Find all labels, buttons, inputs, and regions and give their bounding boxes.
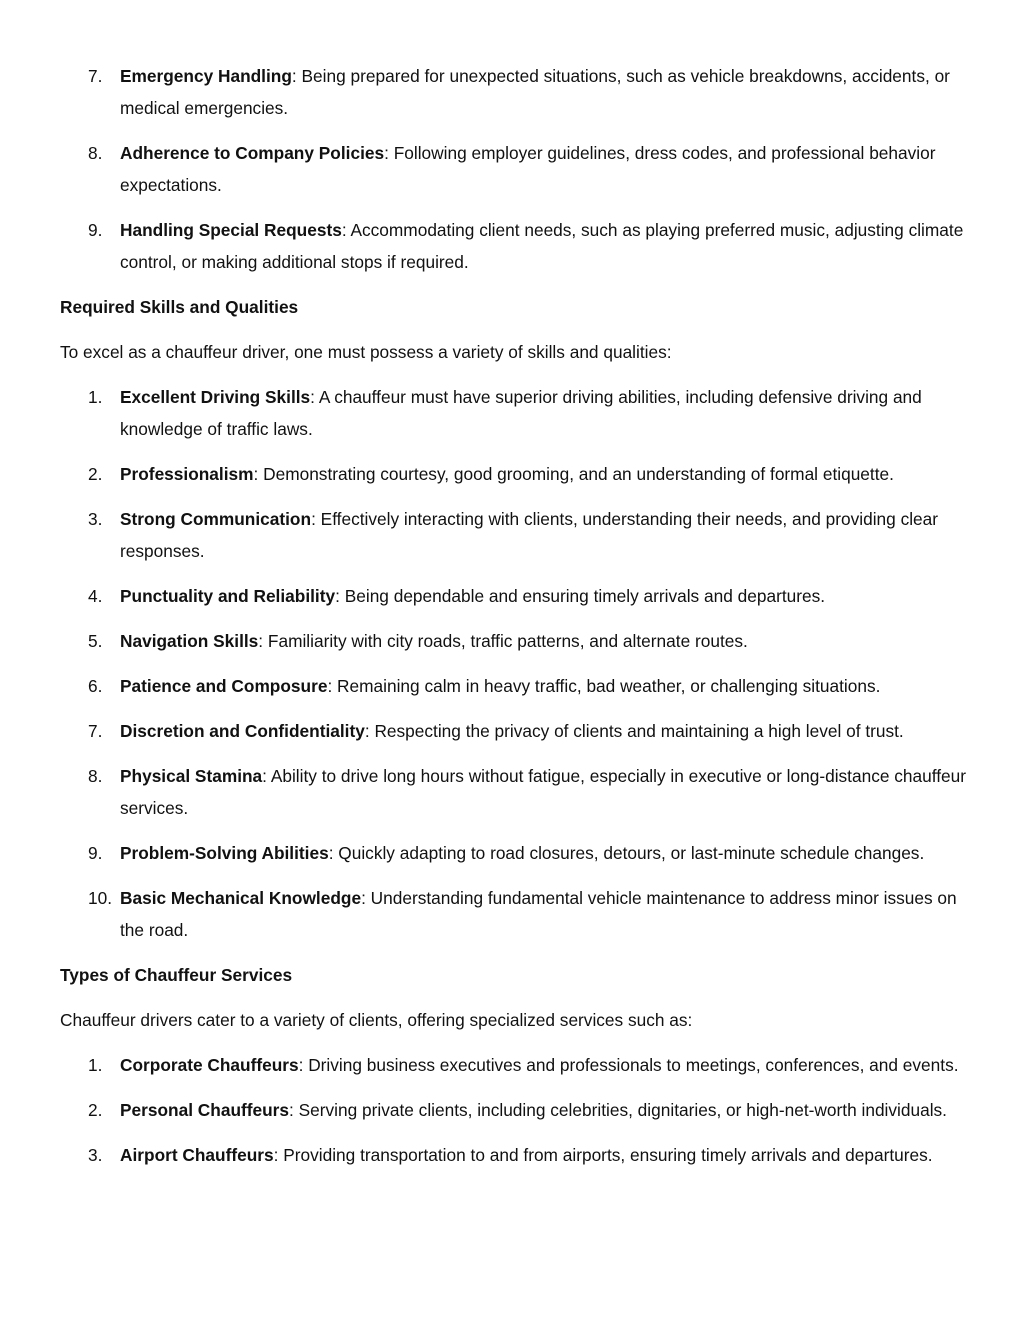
item-number: 3. (88, 1145, 103, 1165)
item-term: Punctuality and Reliability (120, 586, 336, 606)
item-term: Professionalism (120, 464, 254, 484)
item-number: 10. (88, 888, 113, 908)
item-number: 7. (88, 721, 103, 741)
list-item (60, 715, 970, 747)
list-item (60, 670, 970, 702)
list-item (60, 882, 970, 946)
item-description: : Serving private clients, including celebrities, dignitaries, or high-net-worth individuals. (289, 1100, 947, 1120)
section-intro: To excel as a chauffeur driver, one must possess a variety of skills and qualities: (60, 342, 672, 362)
list-item (60, 1094, 970, 1126)
item-description: : Ability to drive long hours without fatigue, especially in executive or long-distance chauffeur services. (120, 766, 966, 818)
item-number: 9. (88, 220, 103, 240)
list-item (60, 580, 970, 612)
list-item (60, 458, 970, 490)
item-term: Excellent Driving Skills (120, 387, 311, 407)
item-description: : Following employer guidelines, dress codes, and professional behavior expectations. (120, 143, 936, 195)
list-item (60, 60, 970, 124)
item-description: : Demonstrating courtesy, good grooming, and an understanding of formal etiquette. (253, 464, 894, 484)
item-term: Discretion and Confidentiality (120, 721, 365, 741)
item-term: Airport Chauffeurs (120, 1145, 274, 1165)
list-item (60, 625, 970, 657)
list-item (60, 1049, 970, 1081)
item-description: : Providing transportation to and from airports, ensuring timely arrivals and departures. (273, 1145, 933, 1165)
item-description: : Driving business executives and professionals to meetings, conferences, and events. (298, 1055, 959, 1075)
item-term: Corporate Chauffeurs (120, 1055, 299, 1075)
list-item (60, 1139, 970, 1171)
item-description: : A chauffeur must have superior driving abilities, including defensive driving and knowledge of traffic laws. (120, 387, 922, 439)
list-item (60, 214, 970, 278)
item-term: Handling Special Requests (120, 220, 342, 240)
item-term: Adherence to Company Policies (120, 143, 385, 163)
item-number: 3. (88, 509, 103, 529)
item-number: 6. (88, 676, 103, 696)
item-term: Basic Mechanical Knowledge (120, 888, 362, 908)
item-description: : Familiarity with city roads, traffic patterns, and alternate routes. (258, 631, 748, 651)
item-description: : Being dependable and ensuring timely arrivals and departures. (335, 586, 826, 606)
item-term: Personal Chauffeurs (120, 1100, 290, 1120)
item-description: : Quickly adapting to road closures, detours, or last-minute schedule changes. (328, 843, 925, 863)
item-number: 7. (88, 66, 103, 86)
item-description: : Being prepared for unexpected situations, such as vehicle breakdowns, accidents, or medical emergencies. (120, 66, 950, 118)
item-description: : Accommodating client needs, such as playing preferred music, adjusting climate control, or making additional stops if required. (120, 220, 964, 272)
item-term: Emergency Handling (120, 66, 292, 86)
item-number: 2. (88, 1100, 103, 1120)
section-heading: Required Skills and Qualities (60, 297, 299, 317)
item-number: 5. (88, 631, 103, 651)
item-number: 9. (88, 843, 103, 863)
responsibilities-list (60, 60, 970, 278)
services-list (60, 1049, 970, 1171)
list-item (60, 837, 970, 869)
item-number: 2. (88, 464, 103, 484)
item-description: : Understanding fundamental vehicle maintenance to address minor issues on the road. (120, 888, 957, 940)
item-term: Problem-Solving Abilities (120, 843, 329, 863)
item-description: : Effectively interacting with clients, understanding their needs, and providing clear responses. (120, 509, 939, 561)
section-heading: Types of Chauffeur Services (60, 965, 293, 985)
item-term: Physical Stamina (120, 766, 263, 786)
list-item (60, 760, 970, 824)
item-description: : Remaining calm in heavy traffic, bad weather, or challenging situations. (327, 676, 881, 696)
item-term: Navigation Skills (120, 631, 259, 651)
item-description: : Respecting the privacy of clients and maintaining a high level of trust. (364, 721, 904, 741)
list-item (60, 381, 970, 445)
document-body (60, 60, 970, 1184)
list-item (60, 503, 970, 567)
item-number: 1. (88, 387, 103, 407)
item-term: Patience and Composure (120, 676, 328, 696)
section-intro: Chauffeur drivers cater to a variety of clients, offering specialized services such as: (60, 1010, 693, 1030)
item-term: Strong Communication (120, 509, 312, 529)
list-item (60, 137, 970, 201)
item-number: 1. (88, 1055, 103, 1075)
item-number: 8. (88, 143, 103, 163)
skills-list (60, 381, 970, 946)
item-number: 4. (88, 586, 103, 606)
item-number: 8. (88, 766, 103, 786)
